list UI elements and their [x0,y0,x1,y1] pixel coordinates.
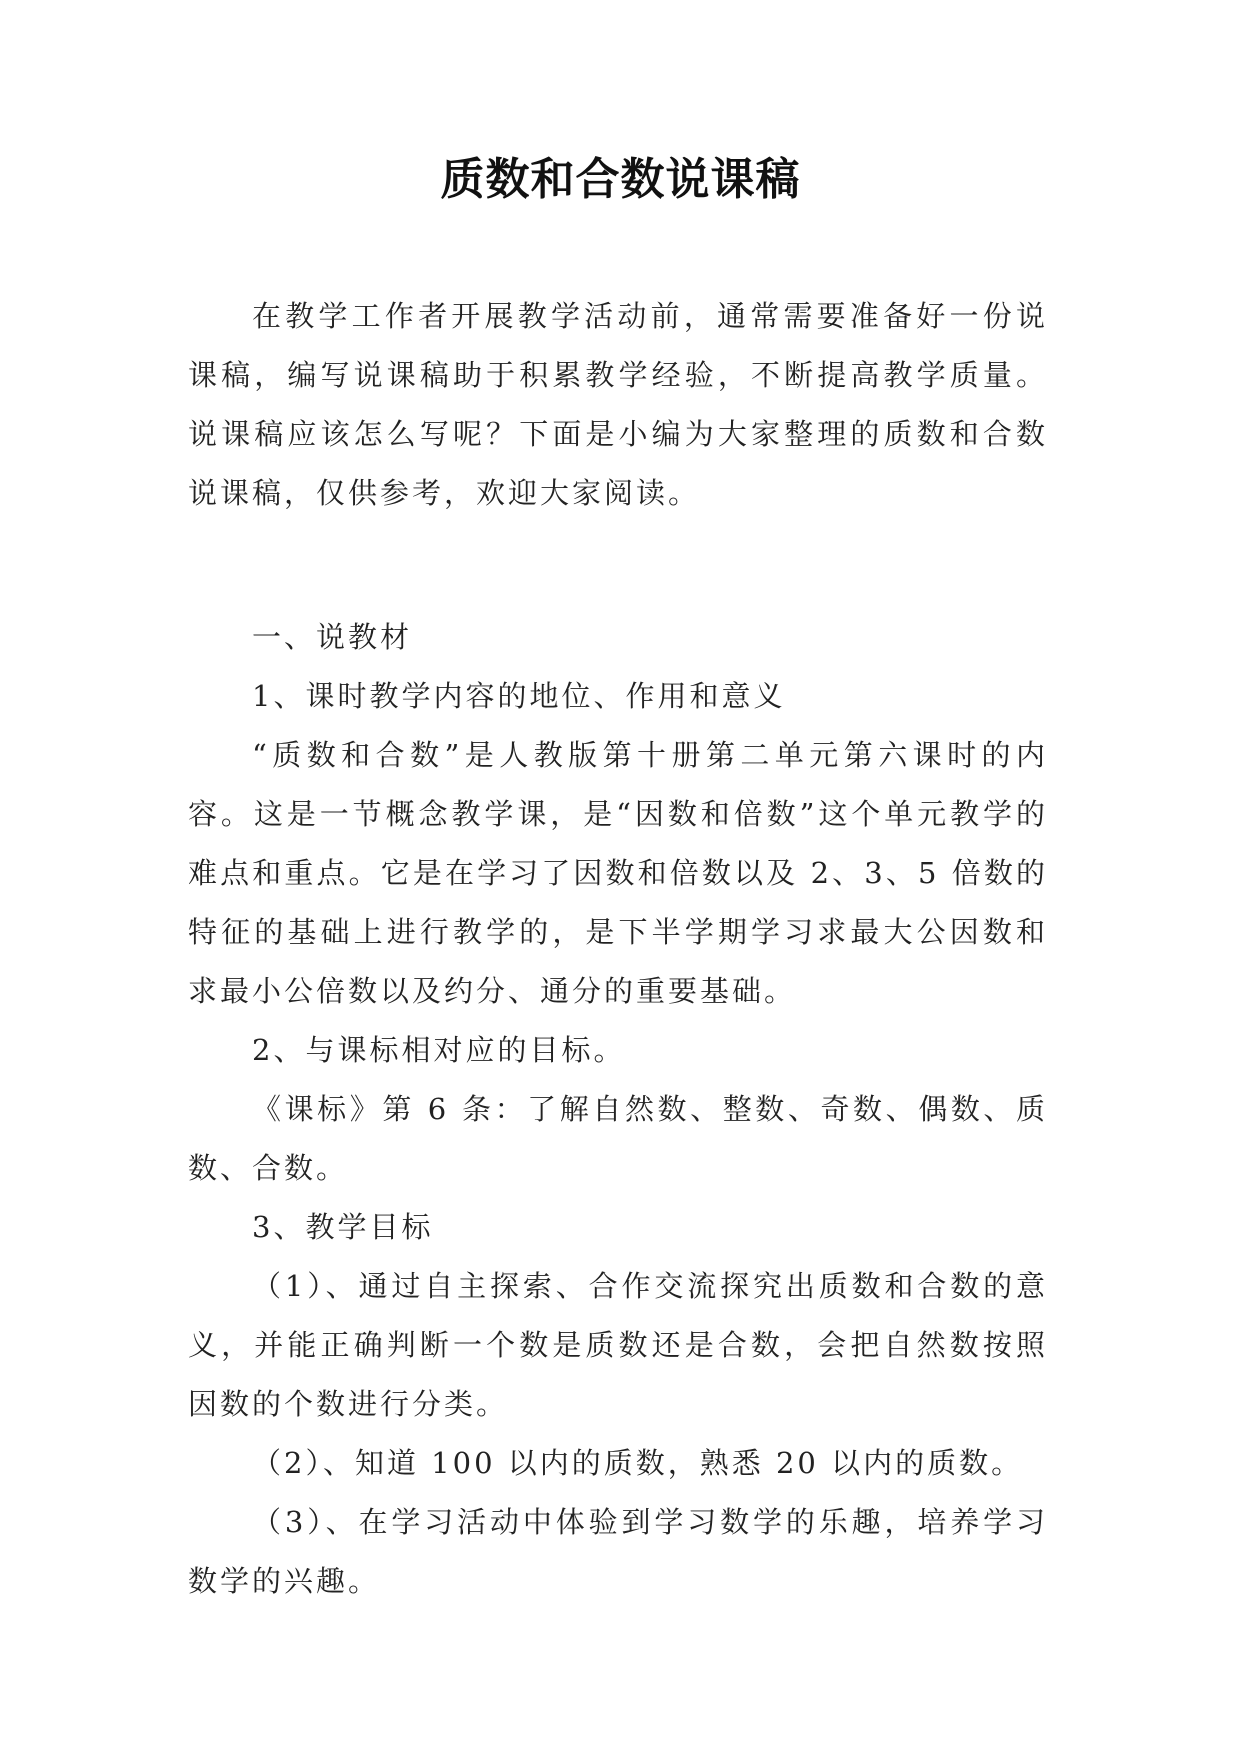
page-title: 质数和合数说课稿 [440,154,801,205]
item-heading: 3、教学目标 [252,1210,434,1244]
item-heading: 2、与课标相对应的目标。 [252,1033,626,1067]
body-paragraph: “质数和合数”是人教版第十册第二单元第六课时的内容。这是一节概念教学课，是“因数和倍数”这个单元教学的难点和重点。它是在学习了因数和倍数以及 2、3、5 倍数的特征的基础上进行教学的，是下半学期学习求最大公因数和求最小公倍数以及约分、通分的重要基础。 [188,738,1048,1008]
paragraph-spacer [188,582,1048,608]
section-heading: 一、说教材 [252,620,413,654]
goal-paragraph: （1）、通过自主探索、合作交流探究出质数和合数的意义，并能正确判断一个数是质数还是合数，会把自然数按照因数的个数进行分类。 [188,1269,1048,1421]
paragraph-spacer [188,523,1048,582]
body-paragraph: 《课标》第 6 条：了解自然数、整数、奇数、偶数、质数、合数。 [188,1092,1048,1185]
goal-paragraph: （2）、知道 100 以内的质数，熟悉 20 以内的质数。 [252,1446,1024,1480]
item-heading: 1、课时教学内容的地位、作用和意义 [252,679,786,713]
intro-paragraph: 在教学工作者开展教学活动前，通常需要准备好一份说课稿，编写说课稿助于积累教学经验，不断提高教学质量。说课稿应该怎么写呢？下面是小编为大家整理的质数和合数说课稿，仅供参考，欢迎大家阅读。 [188,299,1048,510]
document-body [188,287,1048,1611]
goal-paragraph: （3）、在学习活动中体验到学习数学的乐趣，培养学习数学的兴趣。 [188,1505,1048,1598]
